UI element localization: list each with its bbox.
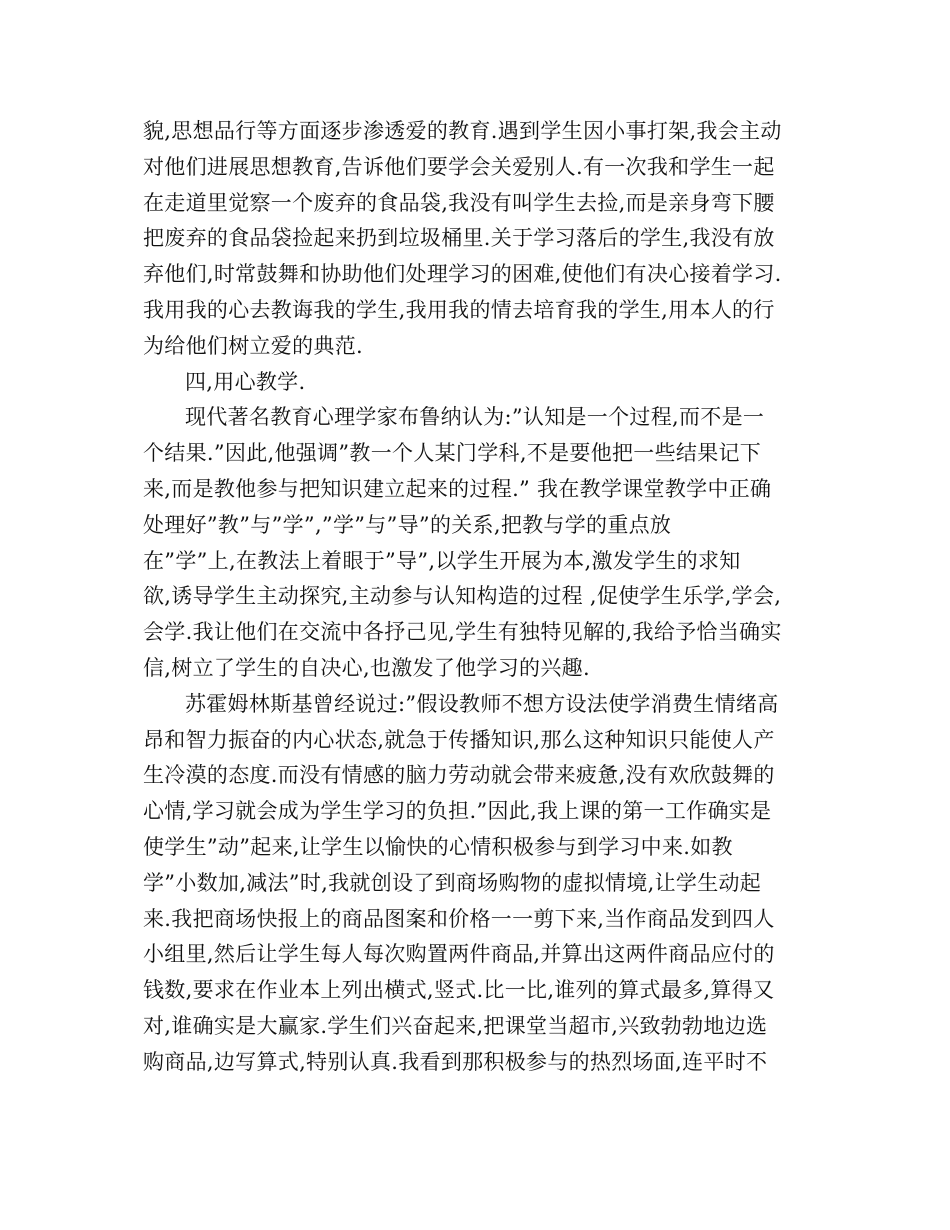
text-line: 貌,思想品行等方面逐步渗透爱的教育.遇到学生因小事打架,我会主动 <box>143 119 782 143</box>
text-line: 为给他们树立爱的典范. <box>143 333 363 358</box>
body-text <box>143 114 811 1081</box>
text-line: 钱数,要求在作业本上列出横式,竖式.比一比,谁列的算式最多,算得又 <box>143 978 775 1003</box>
text-line: 弃他们,时常鼓舞和协助他们处理学习的困难,使他们有决心接着学习. <box>143 262 782 287</box>
text-line: 学”小数加,减法”时,我就创设了到商场购物的虚拟情境,让学生动起 <box>143 870 762 895</box>
text-line: 购商品,边写算式,特别认真.我看到那积极参与的热烈场面,连平时不 <box>143 1049 768 1074</box>
text-line: 小组里,然后让学生每人每次购置两件商品,并算出这两件商品应付的 <box>143 942 775 967</box>
text-line: 生冷漠的态度.而没有情感的脑力劳动就会带来疲惫,没有欢欣鼓舞的 <box>143 763 775 788</box>
text-line: 来,而是教他参与把知识建立起来的过程.” 我在教学课堂教学中正确 <box>143 476 772 501</box>
text-line: 现代著名教育心理学家布鲁纳认为:”认知是一个过程,而不是一 <box>185 405 765 430</box>
text-line: 信,树立了学生的自决心,也激发了他学习的兴趣. <box>143 655 590 680</box>
text-line: 把废弃的食品袋捡起来扔到垃圾桶里.关于学习落后的学生,我没有放 <box>143 226 775 251</box>
text-line: 来.我把商场快报上的商品图案和价格一一剪下来,当作商品发到四人 <box>143 906 775 931</box>
text-line: 在”学”上,在教法上着眼于”导”,以学生开展为本,激发学生的求知 <box>143 548 741 573</box>
text-line: 对,谁确实是大赢家.学生们兴奋起来,把课堂当超市,兴致勃勃地边选 <box>143 1013 768 1038</box>
text-line: 我用我的心去教诲我的学生,我用我的情去培育我的学生,用本人的行 <box>143 297 775 322</box>
text-line: 个结果.”因此,他强调”教一个人某门学科,不是要他把一些结果记下 <box>143 441 762 466</box>
text-line: 会学.我让他们在交流中各抒己见,学生有独特见解的,我给予恰当确实 <box>143 620 782 645</box>
text-line: 心情,学习就会成为学生学习的负担.”因此,我上课的第一工作确实是 <box>143 799 772 824</box>
text-line: 处理好”教”与”学”,”学”与”导”的关系,把教与学的重点放 <box>143 512 672 537</box>
text-line: 苏霍姆林斯基曾经说过:”假设教师不想方设法使学消费生情绪高 <box>185 691 779 716</box>
text-line: 对他们进展思想教育,告诉他们要学会关爱别人.有一次我和学生一起 <box>143 154 775 179</box>
text-line: 在走道里觉察一个废弃的食品袋,我没有叫学生去捡,而是亲身弯下腰 <box>143 190 775 215</box>
text-line: 欲,诱导学生主动探究,主动参与认知构造的过程 ,促使学生乐学,学会, <box>143 584 782 609</box>
text-line: 使学生”动”起来,让学生以愉快的心情积极参与到学习中来.如教 <box>143 834 733 859</box>
section-heading: 四,用心教学. <box>185 369 306 394</box>
text-line: 昂和智力振奋的内心状态,就急于传播知识,那么这种知识只能使人产 <box>143 727 775 752</box>
